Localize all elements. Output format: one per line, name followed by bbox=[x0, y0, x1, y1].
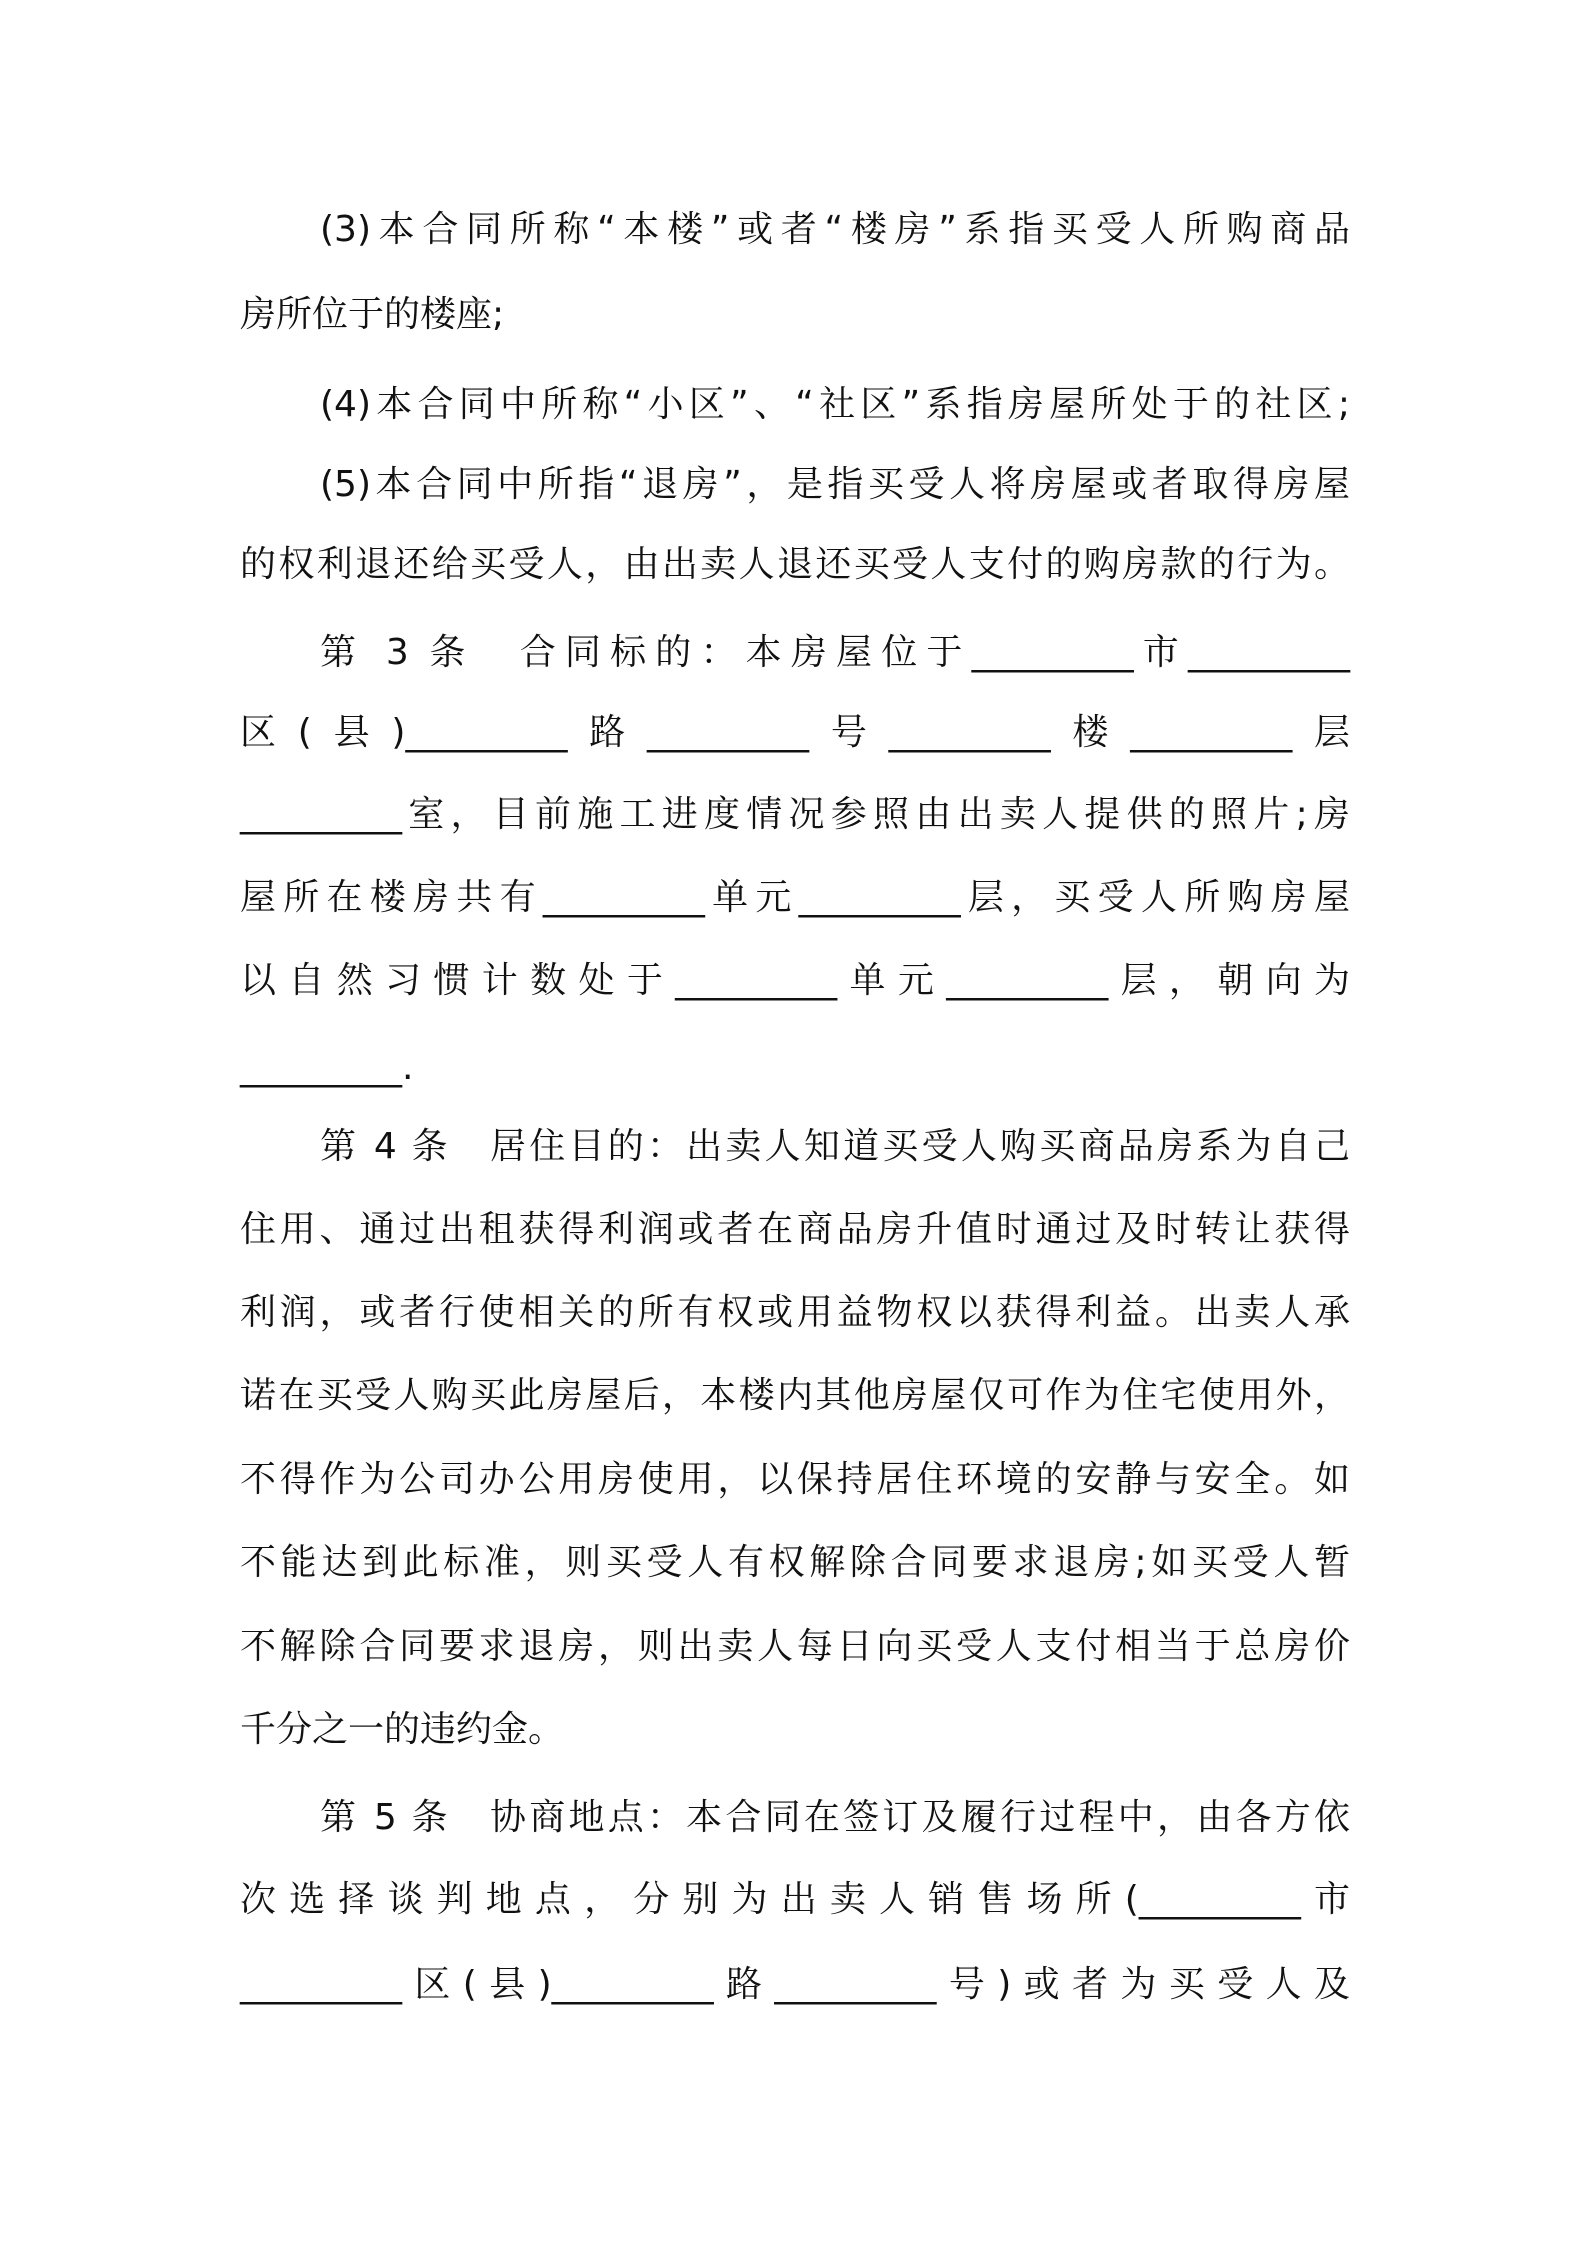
text-line-21 bbox=[0, 1870, 1586, 1930]
text-line-1 bbox=[0, 200, 1586, 260]
text-line-15 bbox=[0, 1366, 1586, 1426]
text-line-13 bbox=[0, 1200, 1586, 1260]
article-5-line-1: 第 5 条 协商地点：本合同在签订及履行过程中，由各方依 bbox=[320, 1797, 1350, 1838]
article-4-line-1: 第 4 条 居住目的：出卖人知道买受人购买商品房系为自己 bbox=[320, 1126, 1350, 1167]
text-line-17 bbox=[0, 1533, 1586, 1593]
text-line-9 bbox=[0, 868, 1586, 928]
text-line-6 bbox=[0, 623, 1586, 683]
text-line-12 bbox=[0, 1117, 1586, 1177]
text-line-14 bbox=[0, 1283, 1586, 1343]
clause-4-definition-line: (4)本合同中所称“小区”、“社区”系指房屋所处于的社区; bbox=[320, 384, 1350, 425]
text-line-22 bbox=[0, 1955, 1586, 2015]
article-4-line-5: 不得作为公司办公用房使用，以保持居住环境的安静与安全。如 bbox=[240, 1459, 1350, 1500]
article-5-line-2: 次选择谈判地点，分别为出卖人销售场所(_________市 bbox=[240, 1879, 1350, 1920]
article-4-line-3: 利润，或者行使相关的所有权或用益物权以获得利益。出卖人承 bbox=[240, 1292, 1350, 1333]
text-line-19 bbox=[0, 1700, 1586, 1760]
clause-5-definition-line-1: (5)本合同中所指“退房”，是指买受人将房屋或者取得房屋 bbox=[320, 464, 1350, 505]
text-line-11 bbox=[0, 1038, 1586, 1098]
article-3-line-4: 屋所在楼房共有_________单元_________层，买受人所购房屋 bbox=[240, 877, 1350, 918]
text-line-7 bbox=[0, 703, 1586, 763]
article-3-line-3: _________室，目前施工进度情况参照由出卖人提供的照片;房 bbox=[240, 794, 1350, 835]
article-5-line-3: _________区(县)_________路_________号)或者为买受人及 bbox=[240, 1964, 1350, 2005]
article-4-line-4: 诺在买受人购买此房屋后，本楼内其他房屋仅可作为住宅使用外， bbox=[240, 1375, 1350, 1416]
text-line-4 bbox=[0, 455, 1586, 515]
text-line-2 bbox=[0, 285, 1586, 345]
text-line-20 bbox=[0, 1788, 1586, 1848]
text-line-16 bbox=[0, 1450, 1586, 1510]
article-4-line-8: 千分之一的违约金。 bbox=[240, 1709, 565, 1750]
article-4-line-6: 不能达到此标准，则买受人有权解除合同要求退房;如买受人暂 bbox=[240, 1542, 1350, 1583]
clause-5-definition-line-2: 的权利退还给买受人，由出卖人退还买受人支付的购房款的行为。 bbox=[240, 544, 1350, 585]
text-line-5 bbox=[0, 535, 1586, 595]
article-3-line-1: 第 3 条 合同标的：本房屋位于_________市_________ bbox=[320, 632, 1350, 673]
article-3-line-2: 区(县)_________路_________号_________楼_________层 bbox=[240, 712, 1350, 753]
text-line-18 bbox=[0, 1617, 1586, 1677]
clause-3-definition-line-1: (3)本合同所称“本楼”或者“楼房”系指买受人所购商品 bbox=[320, 209, 1350, 250]
text-line-8 bbox=[0, 785, 1586, 845]
article-4-line-7: 不解除合同要求退房，则出卖人每日向买受人支付相当于总房价 bbox=[240, 1626, 1350, 1667]
text-line-10 bbox=[0, 951, 1586, 1011]
clause-3-definition-line-2: 房所位于的楼座; bbox=[240, 294, 505, 335]
article-4-line-2: 住用、通过出租获得利润或者在商品房升值时通过及时转让获得 bbox=[240, 1209, 1350, 1250]
article-3-line-6: _________. bbox=[240, 1047, 414, 1088]
article-3-line-5: 以自然习惯计数处于_________单元_________层，朝向为 bbox=[240, 960, 1350, 1001]
text-line-3 bbox=[0, 375, 1586, 435]
